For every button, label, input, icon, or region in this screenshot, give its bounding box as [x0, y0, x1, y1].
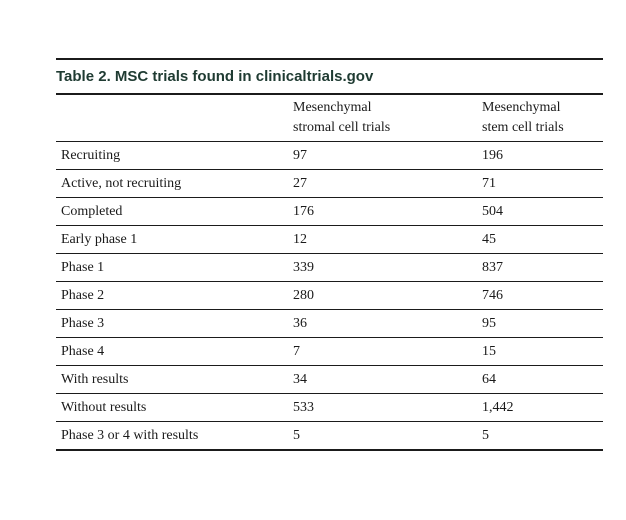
stromal-value: 27	[289, 170, 478, 198]
stromal-value: 34	[289, 366, 478, 394]
stem-value: 45	[478, 226, 603, 254]
row-label: Phase 1	[56, 254, 289, 282]
stem-value: 15	[478, 338, 603, 366]
stromal-value: 36	[289, 310, 478, 338]
table-row	[56, 254, 603, 282]
table-row	[56, 366, 603, 394]
stem-value: 64	[478, 366, 603, 394]
stromal-value: 12	[289, 226, 478, 254]
header-stem-line2: stem cell trials	[482, 120, 564, 135]
stem-value: 196	[478, 142, 603, 170]
table-row	[56, 394, 603, 422]
table-row	[56, 226, 603, 254]
stem-value: 504	[478, 198, 603, 226]
stem-value: 746	[478, 282, 603, 310]
stromal-value: 533	[289, 394, 478, 422]
row-label: Phase 4	[56, 338, 289, 366]
row-label: Phase 3 or 4 with results	[56, 422, 289, 451]
msc-trials-table	[56, 58, 603, 451]
header-stromal-line2: stromal cell trials	[293, 120, 391, 135]
header-stem-line1: Mesenchymal	[482, 100, 561, 115]
row-label: Without results	[56, 394, 289, 422]
stem-value: 1,442	[478, 394, 603, 422]
table-row	[56, 422, 603, 451]
table-row	[56, 282, 603, 310]
table-header-row	[56, 95, 603, 142]
stem-value: 71	[478, 170, 603, 198]
stem-value: 95	[478, 310, 603, 338]
table-row	[56, 338, 603, 366]
stromal-value: 339	[289, 254, 478, 282]
header-stem	[478, 95, 603, 142]
row-label: Phase 3	[56, 310, 289, 338]
row-label: Completed	[56, 198, 289, 226]
header-stromal-line1: Mesenchymal	[293, 100, 372, 115]
table-row	[56, 142, 603, 170]
stromal-value: 280	[289, 282, 478, 310]
row-label: Phase 2	[56, 282, 289, 310]
stromal-value: 176	[289, 198, 478, 226]
table-caption: Table 2. MSC trials found in clinicaltrials.gov	[56, 68, 374, 85]
header-stromal	[289, 95, 478, 142]
row-label: Early phase 1	[56, 226, 289, 254]
table-row	[56, 170, 603, 198]
row-label: With results	[56, 366, 289, 394]
table-row	[56, 198, 603, 226]
stromal-value: 5	[289, 422, 478, 451]
stromal-value: 7	[289, 338, 478, 366]
stem-value: 5	[478, 422, 603, 451]
table-row	[56, 310, 603, 338]
header-blank	[56, 95, 289, 142]
row-label: Active, not recruiting	[56, 170, 289, 198]
stromal-value: 97	[289, 142, 478, 170]
data-table	[56, 95, 603, 451]
stem-value: 837	[478, 254, 603, 282]
row-label: Recruiting	[56, 142, 289, 170]
